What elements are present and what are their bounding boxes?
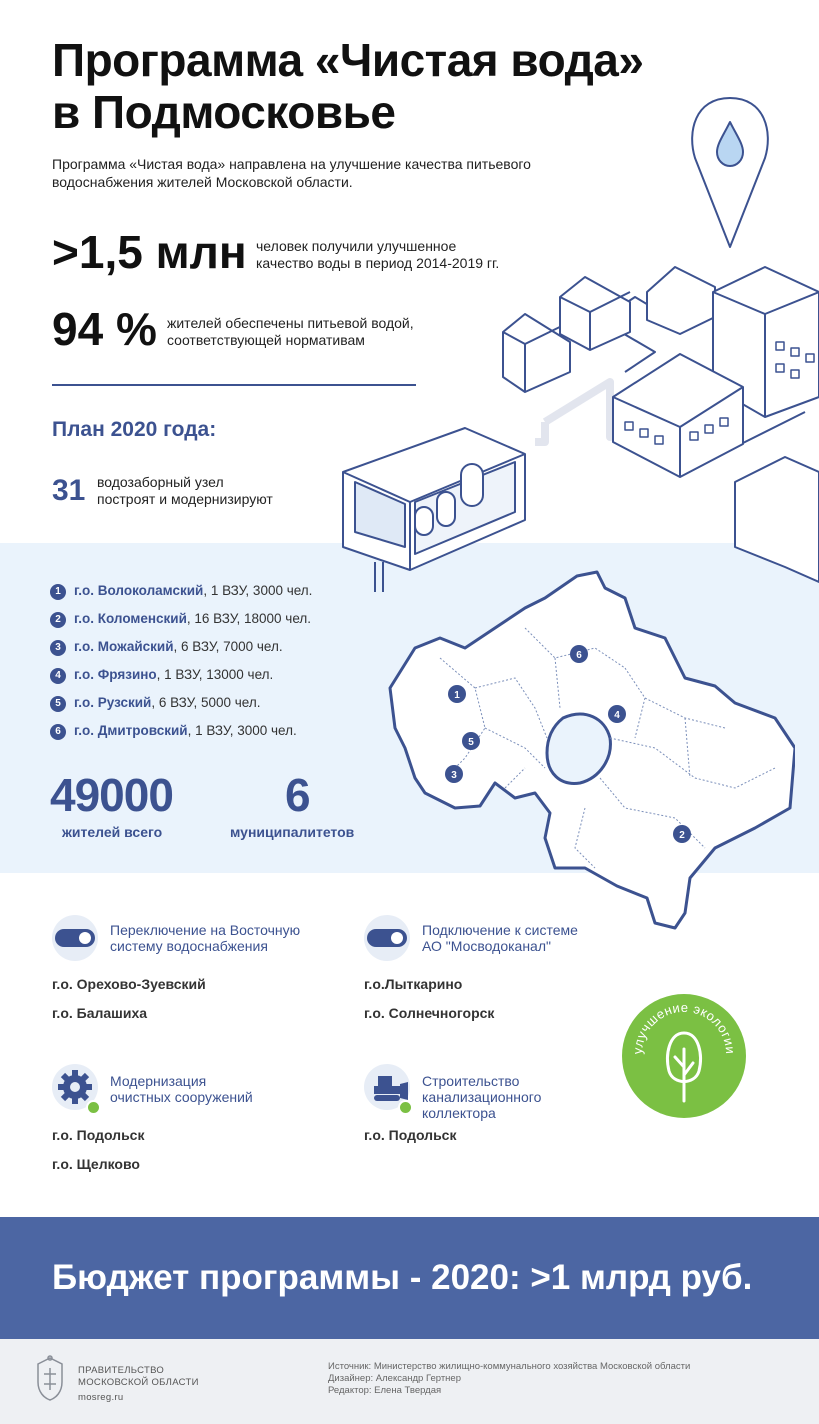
plan-title: План 2020 года: xyxy=(52,418,217,441)
feature-city: г.о. Подольск xyxy=(52,1127,145,1143)
gov-name: ПРАВИТЕЛЬСТВО МОСКОВСКОЙ ОБЛАСТИ xyxy=(78,1365,199,1388)
gear-icon xyxy=(52,1064,98,1110)
map-marker-6: 6 xyxy=(576,650,582,661)
total-municipalities-value: 6 xyxy=(285,769,310,821)
feature-city: г.о. Балашиха xyxy=(52,1005,148,1021)
credits: Источник: Министерство жилищно-коммунального хозяйства Московской области Дизайнер: Александр Гертнер Редактор: Елена Твердая xyxy=(328,1361,691,1396)
page-title: Программа «Чистая вода» в Подмосковье xyxy=(52,34,644,138)
feature-city: г.о. Орехово-Зуевский xyxy=(52,976,206,992)
district-item: 5 г.о. Рузский, 6 ВЗУ, 5000 чел. xyxy=(50,693,260,713)
water-infrastructure-illustration xyxy=(335,92,819,612)
total-municipalities-label: муниципалитетов xyxy=(230,824,355,840)
feature-city: г.о. Солнечногорск xyxy=(364,1005,495,1021)
feature-city: г.о. Щелково xyxy=(52,1156,140,1172)
eco-badge xyxy=(621,993,747,1119)
bulldozer-icon xyxy=(364,1064,410,1110)
intro-text: Программа «Чистая вода» направлена на улучшение качества питьевого водоснабжения жителей Московской области. xyxy=(52,156,531,190)
feature-city: г.о.Лыткарино xyxy=(364,976,463,992)
eco-badge-text: улучшение экологии xyxy=(629,999,739,1055)
plan-count: 31 xyxy=(52,474,86,507)
budget-text: Бюджет программы - 2020: >1 млрд руб. xyxy=(52,1258,753,1297)
toggle-icon xyxy=(52,915,98,961)
total-residents-label: жителей всего xyxy=(62,824,163,840)
district-item: 2 г.о. Коломенский, 16 ВЗУ, 18000 чел. xyxy=(50,609,311,629)
stat-people-value: >1,5 млн xyxy=(52,226,247,278)
stat-percent-text: жителей обеспечены питьевой водой, соответствующей нормативам xyxy=(167,315,414,348)
coat-of-arms-icon xyxy=(30,1354,70,1402)
map-marker-2: 2 xyxy=(679,830,685,841)
feature-label: Модернизация очистных сооружений xyxy=(110,1073,253,1105)
feature-city: г.о. Подольск xyxy=(364,1127,457,1143)
map-marker-4: 4 xyxy=(614,710,620,721)
total-residents-value: 49000 xyxy=(50,769,173,821)
feature-label: Строительство канализационного коллектора xyxy=(422,1073,542,1121)
toggle-icon xyxy=(364,915,410,961)
plan-text: водозаборный узел построят и модернизируют xyxy=(97,474,273,507)
stat-percent-value: 94 % xyxy=(52,303,157,355)
map-marker-5: 5 xyxy=(468,737,474,748)
map-marker-1: 1 xyxy=(454,690,460,701)
feature-label: Подключение к системе АО "Мосводоканал" xyxy=(422,922,578,954)
district-item: 4 г.о. Фрязино, 1 ВЗУ, 13000 чел. xyxy=(50,665,273,685)
district-item: 6 г.о. Дмитровский, 1 ВЗУ, 3000 чел. xyxy=(50,721,297,741)
map-marker-3: 3 xyxy=(451,770,457,781)
district-item: 3 г.о. Можайский, 6 ВЗУ, 7000 чел. xyxy=(50,637,283,657)
gov-site-link[interactable]: mosreg.ru xyxy=(78,1392,124,1403)
stat-people-text: человек получили улучшенное качество воды в период 2014-2019 гг. xyxy=(256,238,500,271)
moscow-region-map xyxy=(385,568,795,938)
feature-label: Переключение на Восточную систему водоснабжения xyxy=(110,922,301,954)
district-item: 1 г.о. Волоколамский, 1 ВЗУ, 3000 чел. xyxy=(50,581,312,601)
